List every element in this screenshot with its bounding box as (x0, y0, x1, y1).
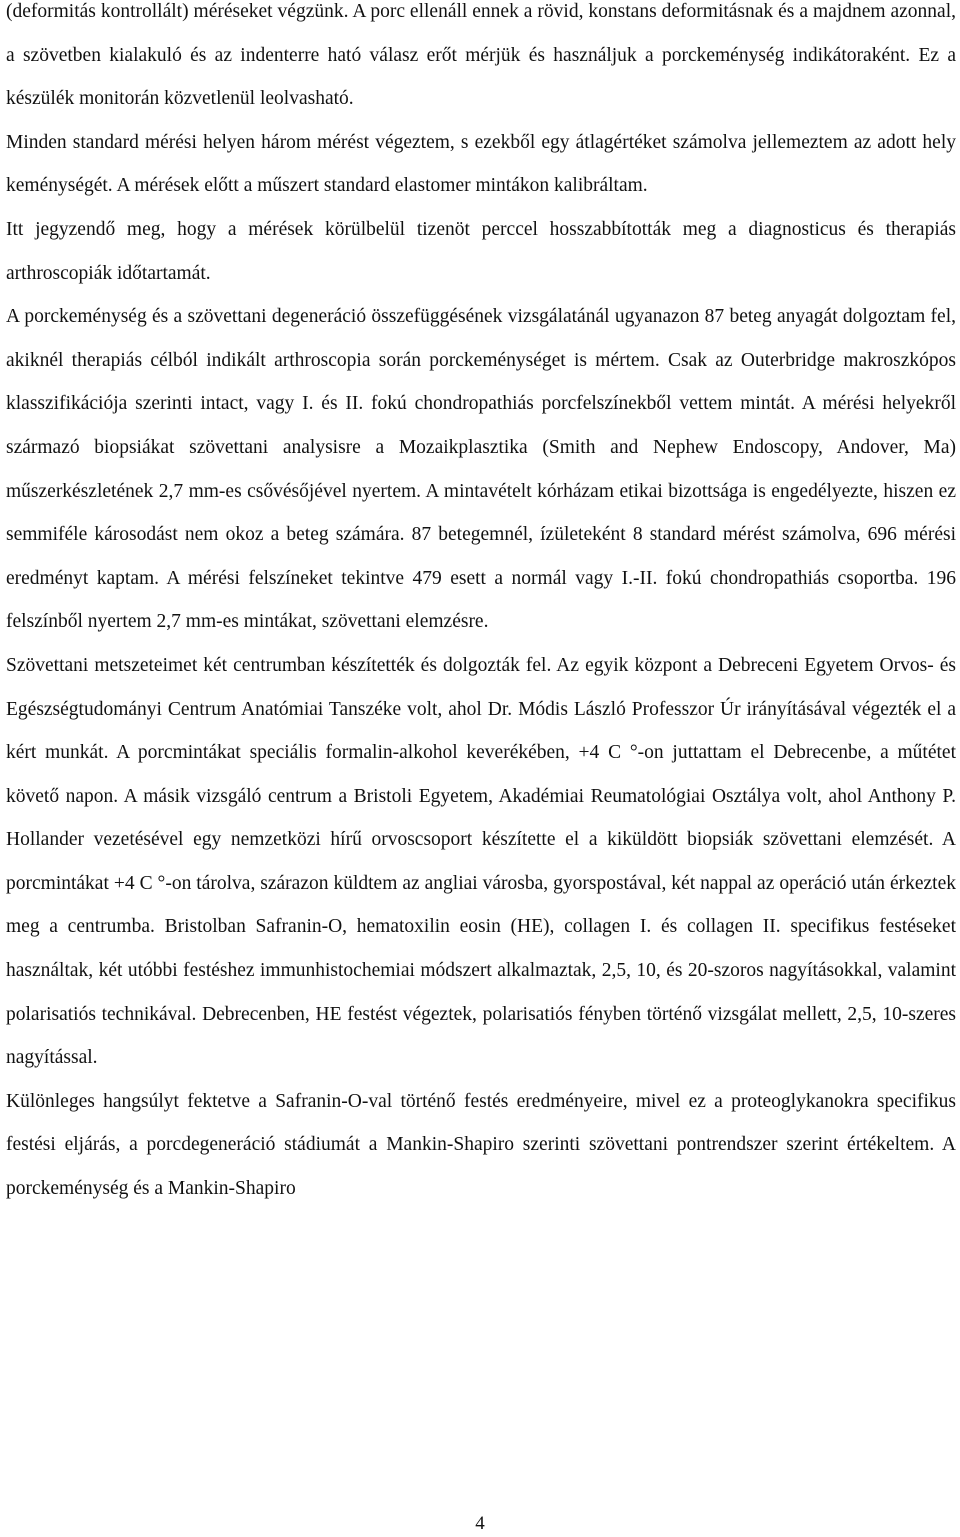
paragraph-histology-centres: Szövettani metszeteimet két centrumban készítették és dolgozták fel. Az egyik központ a Debreceni Egyetem Orvos- és Egészségtudományi Centrum Anatómiai Tanszéke volt, ahol Dr. Módis László Professzor Úr irányításával végezték el a kért munkát. A porcmintákat speciális formalin-alkohol keverékében, +4 C °-on juttattam el Debrecenbe, a műtétet követő napon. A másik vizsgáló centrum a Bristoli Egyetem, Akadémiai Reumatológiai Osztálya volt, ahol Anthony P. Hollander vezetésével egy nemzetközi hírű orvoscsoport készítette el a kiküldött biopsiák szövettani elemzését. A porcmintákat +4 C °-on tárolva, szárazon küldtem az angliai városba, gyorspostával, két nappal az operáció után érkeztek meg a centrumba. Bristolban Safranin-O, hematoxilin eosin (HE), collagen I. és collagen II. specifikus festéseket használtak, két utóbbi festéshez immunhistochemiai módszert alkalmaztak, 2,5, 10, és 20-szoros nagyításokkal, valamint polarisatiós technikával. Debrecenben, HE festést végeztek, polarisatiós fényben történő vizsgálat mellett, 2,5, 10-szeres nagyítással. (6, 654, 956, 1069)
paragraph-standard-sites: Minden standard mérési helyen három mérést végeztem, s ezekből egy átlagértéket számolva jellemeztem az adott hely keménységét. A mérések előtt a műszert standard elastomer mintákon kalibráltam. (6, 131, 956, 197)
paragraph-measurement-method: (deformitás kontrollált) méréseket végzünk. A porc ellenáll ennek a rövid, konstans deformitásnak és a majdnem azonnal, a szövetben kialakuló és az indenterre ható válasz erőt mérjük és használjuk a porckeménység indikátoraként. Ez a készülék monitorán közvetlenül leolvasható. (6, 1, 956, 110)
paragraph-histology-correlation: A porckeménység és a szövettani degeneráció összefüggésének vizsgálatánál ugyanazon 87 beteg anyagát dolgoztam fel, akiknél therapiás célból indikált arthroscopia során porckeménységet is mértem. Csak az Outerbridge makroszkópos klasszifikációja szerinti intact, vagy I. és II. fokú chondropathiás porcfelszínekből vettem mintát. A mérési helyekről származó biopsiákat szövettani analysisre a Mozaikplasztika (Smith and Nephew Endoscopy, Andover, Ma) műszerkészletének 2,7 mm-es csővésőjével nyertem. A mintavételt kórházam etikai bizottsága is engedélyezte, hiszen ez semmiféle károsodást nem okoz a beteg számára. 87 betegemnél, ízületeként 8 standard mérést számolva, 696 mérési eredményt kaptam. A mérési felszíneket tekintve 479 esett a normál vagy I.-II. fokú chondropathiás csoportba. 196 felszínből nyertem 2,7 mm-es mintákat, szövettani elemzésre. (6, 306, 956, 633)
paragraph-safranin-evaluation: Különleges hangsúlyt fektetve a Safranin-O-val történő festés eredményeire, mivel ez a proteoglykanokra specifikus festési eljárás, a porcdegeneráció stádiumát a Mankin-Shapiro szerinti szövettani pontrendszer szerint értékeltem. A porckeménység és a Mankin-Shapiro (6, 1090, 956, 1200)
document-body (6, 0, 956, 1211)
page-number: 4 (475, 1513, 485, 1534)
paragraph-duration-note: Itt jegyzendő meg, hogy a mérések körülbelül tizenöt perccel hosszabbították meg a diagnosticus és therapiás arthroscopiák időtartamát. (6, 218, 956, 284)
